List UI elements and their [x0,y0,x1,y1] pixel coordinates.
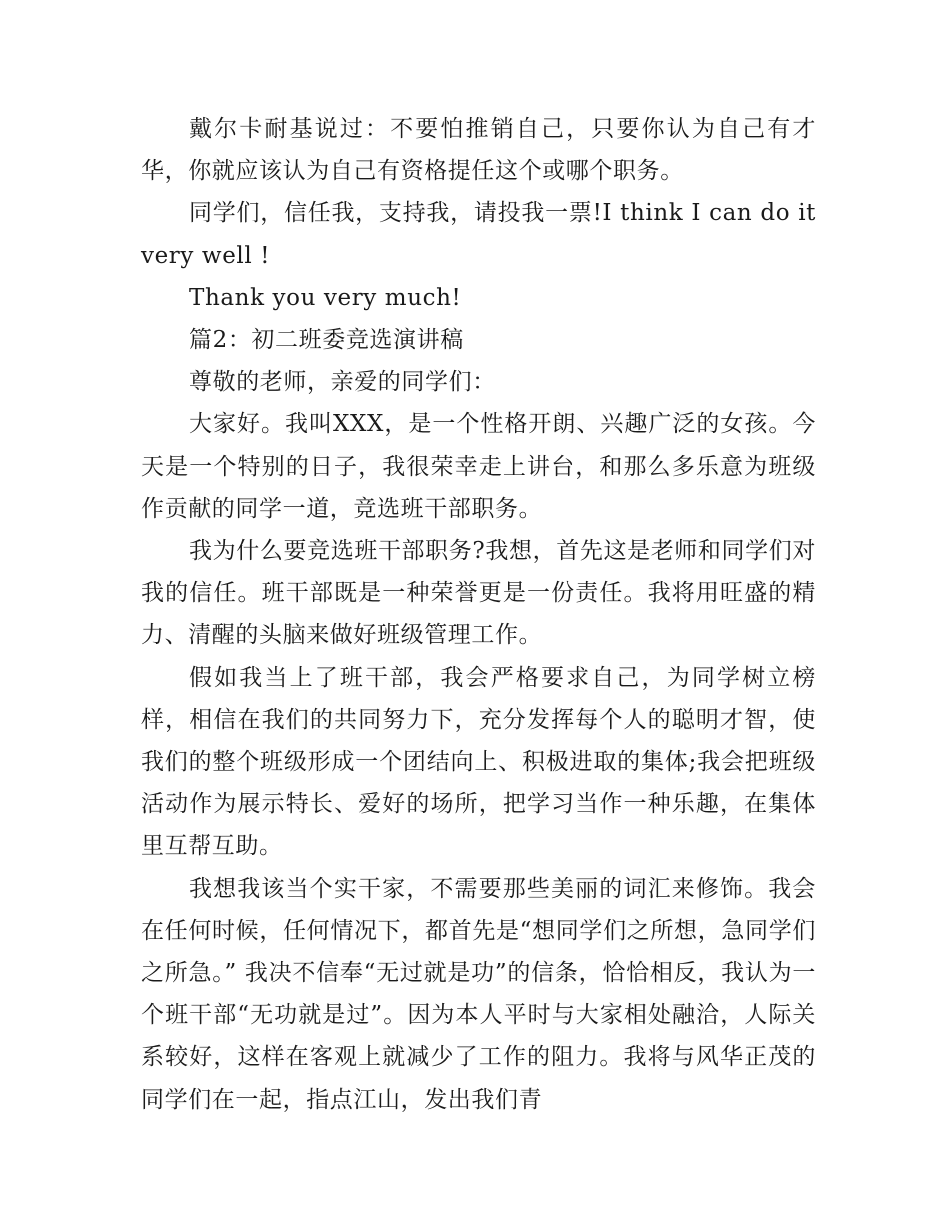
paragraph-carnegie-quote: 戴尔卡耐基说过：不要怕推销自己，只要你认为自己有才华，你就应该认为自己有资格提任这个或哪个职务。 [141,116,816,185]
paragraph-salutation: 尊敬的老师，亲爱的同学们： [189,369,496,396]
paragraph-vote-appeal: 同学们，信任我，支持我，请投我一票!I think I can do it very well ! [141,200,816,269]
section-title: 篇2：初二班委竞选演讲稿 [189,327,464,354]
document-body [141,108,816,1121]
paragraph-why-run: 我为什么要竞选班干部职务?我想，首先这是老师和同学们对我的信任。班干部既是一种荣誉更是一份责任。我将用旺盛的精力、清醒的头脑来做好班级管理工作。 [141,538,816,649]
paragraph-if-elected: 假如我当上了班干部，我会严格要求自己，为同学树立榜样，相信在我们的共同努力下，充分发挥每个人的聪明才智，使我们的整个班级形成一个团结向上、积极进取的集体;我会把班级活动作为展示特长、爱好的场所，把学习当作一种乐趣，在集体里互帮互助。 [141,664,816,860]
paragraph-thank-you: Thank you very much! [189,284,462,311]
paragraph-introduction: 大家好。我叫XXX，是一个性格开朗、兴趣广泛的女孩。今天是一个特别的日子，我很荣幸走上讲台，和那么多乐意为班级作贡献的同学一道，竞选班干部职务。 [141,411,816,522]
paragraph-doer: 我想我该当个实干家，不需要那些美丽的词汇来修饰。我会在任何时候，任何情况下，都首先是“想同学们之所想，急同学们之所急。” 我决不信奉“无过就是功”的信条，恰恰相反，我认为一个班干部“无功就是过”。因为本人平时与大家相处融洽，人际关系较好，这样在客观上就减少了工作的阻力。我将与风华正茂的同学们在一起，指点江山，发出我们青 [141,875,816,1113]
